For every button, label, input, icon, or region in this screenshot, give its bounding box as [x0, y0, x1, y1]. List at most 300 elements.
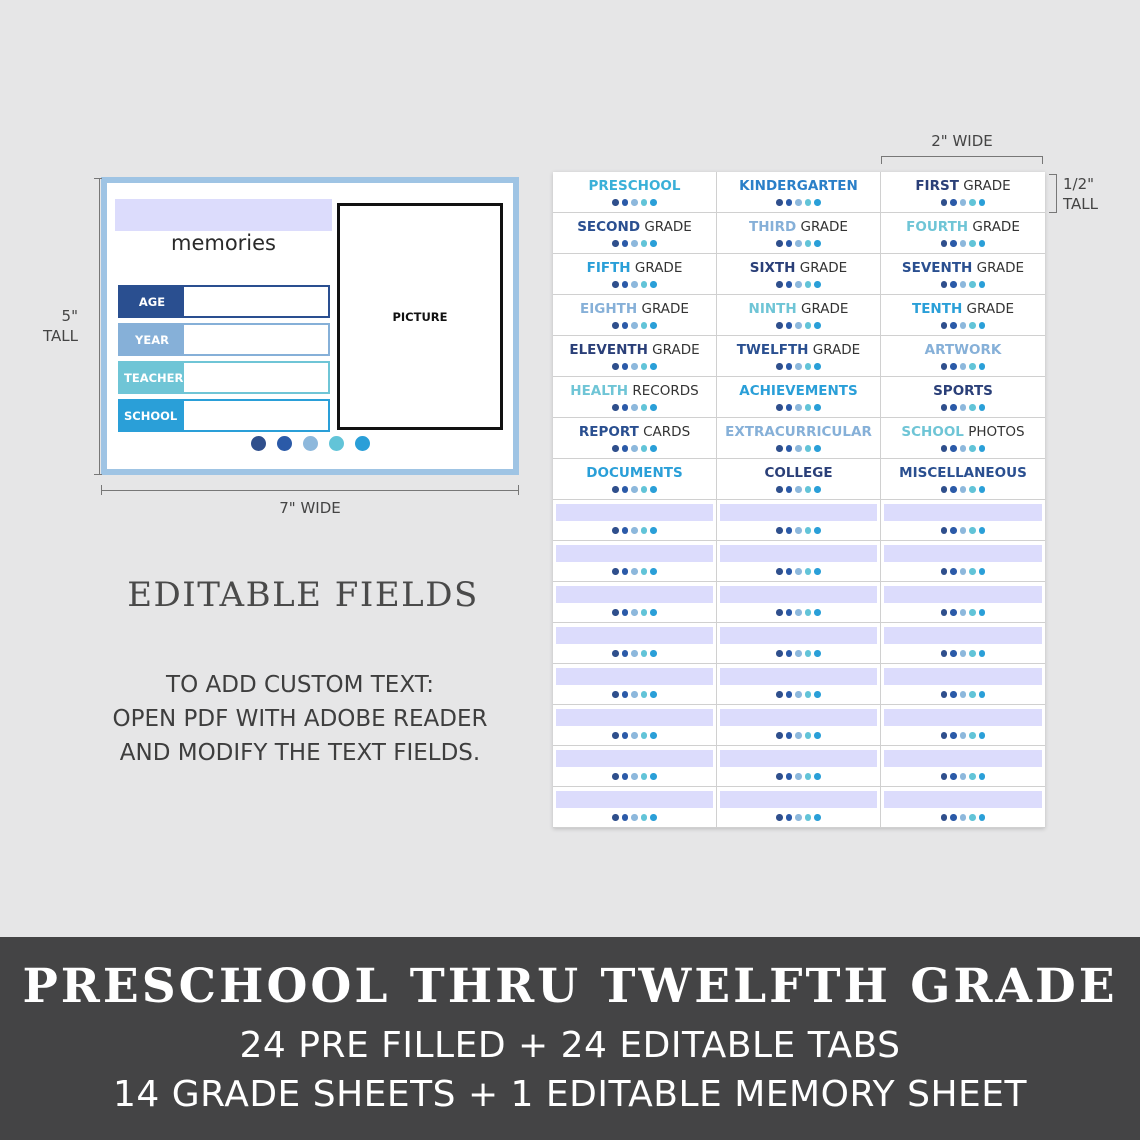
label-tab	[717, 295, 881, 336]
tab-dot	[795, 650, 802, 657]
tab-dot	[622, 322, 629, 329]
memory-sheet-preview	[101, 177, 519, 475]
tab-dot	[969, 281, 976, 288]
tab-dot	[650, 568, 657, 575]
tab-label-bold: SCHOOL	[901, 424, 964, 440]
tab-dot	[622, 281, 629, 288]
label-tab	[553, 459, 717, 500]
tab-dot	[969, 650, 976, 657]
age-label: AGE	[120, 287, 184, 316]
tab-dot	[631, 773, 638, 780]
editable-tab	[717, 664, 881, 705]
tab-dot	[814, 240, 821, 247]
tab-dot	[650, 732, 657, 739]
tab-label	[881, 178, 1045, 194]
width-tick-left	[101, 485, 102, 495]
tab-dot	[631, 486, 638, 493]
tab-dot	[786, 568, 793, 575]
tab-label-rest: RECORDS	[628, 383, 699, 399]
tab-dot	[631, 199, 638, 206]
tab-dot	[622, 404, 629, 411]
tab-label-bold: NINTH	[748, 301, 797, 317]
tab-dot	[979, 445, 986, 452]
tab-dot	[641, 281, 648, 288]
editable-tab	[553, 746, 717, 787]
tab-label-bold: SECOND	[577, 219, 641, 235]
tab-dot	[960, 445, 967, 452]
tab-dot	[641, 609, 648, 616]
tab-dot	[805, 404, 812, 411]
tab-dot	[631, 732, 638, 739]
tab-dot	[969, 322, 976, 329]
tab-label-rest: GRADE	[640, 219, 692, 235]
width-dimension-line	[101, 490, 519, 491]
tab-dot	[941, 404, 948, 411]
editable-tab	[553, 664, 717, 705]
banner-line-3: 14 GRADE SHEETS + 1 EDITABLE MEMORY SHEET	[113, 1074, 1027, 1115]
tab-dot	[805, 240, 812, 247]
tab-dot	[960, 281, 967, 288]
tab-dot-row	[881, 240, 1045, 247]
tab-dot	[960, 650, 967, 657]
age-field[interactable]	[118, 285, 330, 318]
dot-3	[303, 436, 318, 451]
tab-dot	[969, 568, 976, 575]
tab-dot	[650, 814, 657, 821]
tab-label-bold: PRESCHOOL	[588, 178, 681, 194]
editable-tab	[717, 623, 881, 664]
tab-dot	[631, 281, 638, 288]
teacher-field[interactable]	[118, 361, 330, 394]
tab-dot	[622, 199, 629, 206]
tab-dot	[776, 486, 783, 493]
tab-dot	[612, 322, 619, 329]
tab-dot	[979, 814, 986, 821]
tab-dot	[776, 691, 783, 698]
tab-dot	[950, 445, 957, 452]
tab-sheet-preview	[553, 172, 1045, 828]
tab-dot	[979, 363, 986, 370]
label-tab	[553, 172, 717, 213]
tab-label	[717, 178, 880, 194]
instruction-line-3: AND MODIFY THE TEXT FIELDS.	[119, 740, 481, 766]
tab-dot	[969, 240, 976, 247]
tab-width-line	[881, 156, 1043, 157]
tab-dot	[950, 199, 957, 206]
tab-dot	[776, 650, 783, 657]
tab-dot	[641, 732, 648, 739]
editable-tab-field[interactable]	[884, 545, 1042, 562]
tab-dot	[631, 404, 638, 411]
editable-tab-field[interactable]	[720, 504, 877, 521]
tab-label-rest: PHOTOS	[963, 424, 1025, 440]
tab-dot	[979, 199, 986, 206]
tab-label-bold: MISCELLANEOUS	[899, 465, 1027, 481]
tab-dot	[650, 650, 657, 657]
tab-dot	[969, 609, 976, 616]
tab-dot	[786, 404, 793, 411]
tab-dot	[950, 240, 957, 247]
tab-dot	[795, 199, 802, 206]
label-tab	[717, 336, 881, 377]
tab-dot	[650, 322, 657, 329]
tab-dot	[622, 486, 629, 493]
tab-dot	[612, 691, 619, 698]
label-tab	[717, 254, 881, 295]
tab-dot	[641, 199, 648, 206]
tab-height-tick-bottom	[1049, 212, 1057, 213]
tab-dot-row	[717, 691, 880, 698]
editable-tab-field[interactable]	[884, 750, 1042, 767]
tab-dot	[950, 773, 957, 780]
tab-label	[717, 465, 880, 481]
editable-tab-field[interactable]	[884, 791, 1042, 808]
tab-dot-row	[881, 732, 1045, 739]
editable-tab	[553, 787, 717, 828]
tab-dot	[622, 240, 629, 247]
tab-dot	[950, 322, 957, 329]
tab-dot	[776, 609, 783, 616]
editable-tab	[553, 705, 717, 746]
instruction-line-1: TO ADD CUSTOM TEXT:	[166, 672, 434, 698]
tab-dot	[650, 240, 657, 247]
tab-dot	[612, 281, 619, 288]
tab-label-rest: GRADE	[647, 342, 700, 358]
tab-dot-row	[881, 445, 1045, 452]
tab-dot	[795, 240, 802, 247]
tab-label-bold: ELEVENTH	[569, 342, 648, 358]
editable-tab-field[interactable]	[884, 504, 1042, 521]
tab-height-unit: TALL	[1063, 195, 1098, 213]
editable-tab-field[interactable]	[556, 627, 713, 644]
editable-tab-field[interactable]	[556, 668, 713, 685]
tab-dot	[950, 404, 957, 411]
tab-dot	[814, 199, 821, 206]
editable-tab-field[interactable]	[884, 627, 1042, 644]
editable-tab	[881, 623, 1045, 664]
tab-dot	[631, 322, 638, 329]
instruction-line-2: OPEN PDF WITH ADOBE READER	[112, 706, 488, 732]
editable-tab-field[interactable]	[720, 791, 877, 808]
tab-dot-row	[881, 527, 1045, 534]
editable-tab-field[interactable]	[720, 709, 877, 726]
tab-dot	[650, 691, 657, 698]
tab-dot-row	[717, 527, 880, 534]
tab-dot	[941, 199, 948, 206]
tab-label	[881, 383, 1045, 399]
tab-dot	[795, 486, 802, 493]
height-label	[36, 306, 78, 346]
tab-dot-row	[553, 363, 716, 370]
tab-dot	[641, 814, 648, 821]
tab-label	[553, 383, 716, 399]
tab-dot-row	[553, 322, 716, 329]
tab-dot	[979, 240, 986, 247]
tab-dot	[622, 568, 629, 575]
tab-dot-row	[553, 240, 716, 247]
dot-5	[355, 436, 370, 451]
tab-dot	[960, 609, 967, 616]
tab-label-bold: FIFTH	[586, 260, 631, 276]
editable-tab	[717, 582, 881, 623]
tab-dot	[979, 691, 986, 698]
tab-dot	[979, 281, 986, 288]
editable-tab-field[interactable]	[556, 791, 713, 808]
tab-dot	[612, 732, 619, 739]
tab-dot	[941, 240, 948, 247]
tab-dot	[941, 527, 948, 534]
tab-dot	[795, 404, 802, 411]
tab-dot	[622, 609, 629, 616]
tab-label-bold: KINDERGARTEN	[739, 178, 858, 194]
label-tab	[881, 418, 1045, 459]
tab-dot	[641, 691, 648, 698]
tab-dot	[805, 814, 812, 821]
editable-tab-field[interactable]	[884, 709, 1042, 726]
tab-dot	[776, 527, 783, 534]
tab-dot	[641, 363, 648, 370]
label-tab	[717, 418, 881, 459]
tab-dot	[979, 650, 986, 657]
tab-dot-row	[717, 240, 880, 247]
tab-label-bold: EXTRACURRICULAR	[725, 424, 872, 440]
tab-dot	[776, 773, 783, 780]
tab-dot	[814, 445, 821, 452]
tab-dot	[622, 691, 629, 698]
tab-dot	[622, 650, 629, 657]
tab-dot	[969, 445, 976, 452]
tab-dot	[950, 486, 957, 493]
editable-tab-field[interactable]	[556, 709, 713, 726]
editable-tab-field[interactable]	[720, 586, 877, 603]
tab-dot	[786, 691, 793, 698]
tab-dot-row	[717, 568, 880, 575]
tab-dot	[795, 281, 802, 288]
editable-tab	[717, 500, 881, 541]
editable-tab-field[interactable]	[720, 668, 877, 685]
tab-dot	[979, 322, 986, 329]
tab-dot	[814, 773, 821, 780]
tab-dot	[814, 404, 821, 411]
tab-label-bold: SEVENTH	[901, 260, 973, 276]
tab-dot	[979, 527, 986, 534]
school-field[interactable]	[118, 399, 330, 432]
tab-dot	[622, 773, 629, 780]
tab-dot	[786, 240, 793, 247]
tab-label-rest: GRADE	[958, 178, 1011, 194]
label-tab	[881, 172, 1045, 213]
tab-dot	[641, 650, 648, 657]
tab-dot	[979, 404, 986, 411]
width-label: 7" WIDE	[279, 499, 341, 517]
tab-dot	[641, 404, 648, 411]
tab-dot	[969, 814, 976, 821]
tab-dot-row	[553, 609, 716, 616]
editable-tab-field[interactable]	[556, 545, 713, 562]
tab-dot	[969, 199, 976, 206]
title-editable-field[interactable]	[115, 199, 332, 231]
tab-label-bold: TENTH	[912, 301, 963, 317]
tab-dot-row	[553, 199, 716, 206]
tab-dot	[776, 568, 783, 575]
tab-dot	[950, 527, 957, 534]
editable-tab	[717, 541, 881, 582]
tab-dot	[631, 691, 638, 698]
tab-dot	[795, 322, 802, 329]
tab-dot	[622, 445, 629, 452]
tab-dot	[612, 240, 619, 247]
tab-dot	[650, 445, 657, 452]
tab-label	[717, 383, 880, 399]
tab-dot	[805, 650, 812, 657]
dot-2	[277, 436, 292, 451]
tab-label	[553, 424, 716, 440]
editable-tab	[553, 582, 717, 623]
tab-dot-row	[881, 568, 1045, 575]
tab-dot	[786, 281, 793, 288]
tab-height-tick-top	[1049, 174, 1057, 175]
tab-label	[881, 260, 1045, 276]
tab-dot	[622, 814, 629, 821]
tab-dot	[941, 773, 948, 780]
tab-dot	[805, 732, 812, 739]
tab-label-rest: GRADE	[808, 342, 861, 358]
tab-dot	[795, 609, 802, 616]
tab-dot	[805, 281, 812, 288]
tab-dot	[969, 404, 976, 411]
tab-dot	[950, 363, 957, 370]
tab-dot	[814, 814, 821, 821]
tab-dot	[631, 240, 638, 247]
editable-tab-field[interactable]	[884, 668, 1042, 685]
tab-dot	[805, 773, 812, 780]
tab-label-rest: GRADE	[962, 301, 1014, 317]
tab-dot	[814, 281, 821, 288]
tab-dot	[941, 568, 948, 575]
picture-label: PICTURE	[392, 310, 448, 324]
tab-dot-row	[717, 445, 880, 452]
tab-dot	[612, 486, 619, 493]
tab-dot	[960, 486, 967, 493]
tab-label-bold: ACHIEVEMENTS	[739, 383, 858, 399]
tab-dot	[950, 732, 957, 739]
tab-label	[553, 260, 716, 276]
tab-dot	[950, 568, 957, 575]
tab-dot	[969, 486, 976, 493]
tab-dot	[795, 363, 802, 370]
editable-tab	[881, 500, 1045, 541]
tab-dot	[805, 445, 812, 452]
editable-tab	[717, 705, 881, 746]
tab-label-bold: SIXTH	[749, 260, 796, 276]
editable-tab	[553, 500, 717, 541]
tab-dot-row	[553, 732, 716, 739]
tab-dot-row	[553, 486, 716, 493]
tab-dot	[814, 609, 821, 616]
tab-dot	[950, 650, 957, 657]
tab-label	[553, 465, 716, 481]
dot-1	[251, 436, 266, 451]
tab-dot	[969, 732, 976, 739]
height-unit: TALL	[43, 327, 78, 345]
editable-tab-field[interactable]	[556, 750, 713, 767]
tab-dot	[941, 650, 948, 657]
editable-tab	[881, 582, 1045, 623]
tab-dot-row	[553, 527, 716, 534]
tab-dot	[795, 527, 802, 534]
tab-label	[717, 301, 880, 317]
editable-tab	[881, 705, 1045, 746]
tab-label	[553, 178, 716, 194]
tab-dot	[776, 404, 783, 411]
editable-tab-field[interactable]	[720, 545, 877, 562]
tab-dot-row	[881, 322, 1045, 329]
card-dot-row	[251, 436, 370, 451]
tab-dot	[612, 814, 619, 821]
tab-dot	[612, 650, 619, 657]
label-tab	[881, 459, 1045, 500]
tab-dot	[650, 773, 657, 780]
editable-tab	[553, 541, 717, 582]
tab-dot-row	[553, 281, 716, 288]
label-tab	[553, 418, 717, 459]
tab-dot	[776, 445, 783, 452]
editable-tab-field[interactable]	[720, 750, 877, 767]
editable-tab-field[interactable]	[556, 504, 713, 521]
tab-dot	[650, 486, 657, 493]
tab-dot	[960, 240, 967, 247]
tab-label-rest: GRADE	[968, 219, 1020, 235]
tab-dot-row	[881, 486, 1045, 493]
tab-dot-row	[717, 322, 880, 329]
tab-dot	[786, 322, 793, 329]
editable-tab-field[interactable]	[556, 586, 713, 603]
editable-tab-field[interactable]	[884, 586, 1042, 603]
editable-tab	[881, 664, 1045, 705]
tab-dot	[960, 363, 967, 370]
memories-title: memories	[170, 231, 276, 255]
tab-dot	[786, 609, 793, 616]
tab-dot	[960, 773, 967, 780]
tab-dot	[641, 773, 648, 780]
tab-label-bold: ARTWORK	[924, 342, 1002, 358]
tab-dot-row	[881, 773, 1045, 780]
year-field[interactable]	[118, 323, 330, 356]
tab-dot	[786, 650, 793, 657]
tab-dot	[786, 732, 793, 739]
tab-label-rest: CARDS	[638, 424, 691, 440]
tab-dot	[960, 199, 967, 206]
tab-dot-row	[553, 568, 716, 575]
tab-dot	[814, 650, 821, 657]
editable-fields-heading: EDITABLE FIELDS	[127, 575, 479, 615]
tab-dot	[941, 281, 948, 288]
editable-tab	[881, 541, 1045, 582]
tab-dot	[641, 527, 648, 534]
tab-dot	[650, 609, 657, 616]
tab-dot	[795, 568, 802, 575]
tab-dot	[641, 486, 648, 493]
editable-tab	[881, 746, 1045, 787]
tab-dot	[612, 568, 619, 575]
tab-dot	[814, 568, 821, 575]
label-tab	[553, 254, 717, 295]
tab-dot	[795, 814, 802, 821]
tab-label-bold: TWELFTH	[736, 342, 809, 358]
label-tab	[717, 459, 881, 500]
tab-dot-row	[881, 404, 1045, 411]
editable-tab-field[interactable]	[720, 627, 877, 644]
